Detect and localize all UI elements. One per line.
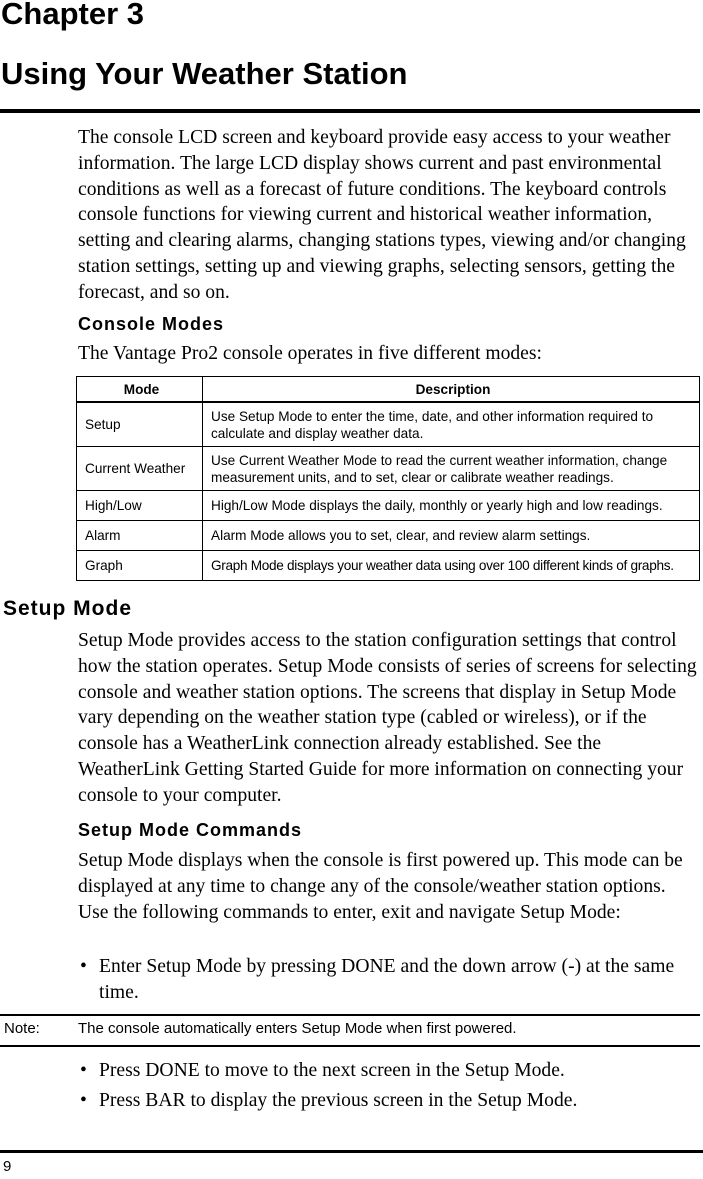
bullet-marker: • bbox=[80, 1090, 87, 1111]
title-rule bbox=[0, 109, 700, 113]
mode-cell: Setup bbox=[77, 402, 203, 447]
mode-cell: Alarm bbox=[77, 521, 203, 551]
mode-cell: High/Low bbox=[77, 491, 203, 521]
mode-cell: Current Weather bbox=[77, 447, 203, 491]
table-row bbox=[77, 551, 700, 581]
bullet-text: Press DONE to move to the next screen in the Setup Mode. bbox=[99, 1060, 565, 1081]
page-number: 9 bbox=[3, 1158, 12, 1175]
table-row bbox=[77, 447, 700, 491]
bullet-text: Enter Setup Mode by pressing DONE and the down arrow (-) at the same time. bbox=[99, 956, 675, 1003]
note-top-rule bbox=[0, 1014, 700, 1016]
note-bottom-rule bbox=[0, 1045, 700, 1047]
bullet-enter-setup bbox=[78, 954, 698, 1006]
table-row bbox=[77, 491, 700, 521]
bullet-text: Press BAR to display the previous screen in the Setup Mode. bbox=[99, 1090, 578, 1111]
description-cell: Graph Mode displays your weather data using over 100 different kinds of graphs. bbox=[203, 551, 700, 581]
description-cell: High/Low Mode displays the daily, monthly or yearly high and low readings. bbox=[203, 491, 700, 521]
bullet-marker: • bbox=[80, 1060, 87, 1081]
bullet-done bbox=[78, 1058, 698, 1084]
bullet-marker: • bbox=[80, 956, 87, 977]
note-label: Note: bbox=[4, 1020, 40, 1037]
intro-paragraph: The console LCD screen and keyboard provide easy access to your weather information. The large LCD display shows current and past environmental conditions as well as a forecast of future conditions. The keyboard controls console functions for viewing current and historical weather information, setting and clearing alarms, changing stations types, viewing and/or changing station settings, setting up and viewing graphs, selecting sensors, getting the forecast, and so on. bbox=[78, 127, 686, 303]
description-cell: Alarm Mode allows you to set, clear, and review alarm settings. bbox=[203, 521, 700, 551]
setup-commands-paragraph: Setup Mode displays when the console is first powered up. This mode can be displayed at any time to change any of the console/weather station options. Use the following commands to enter, exit and navigate Setup Mode: bbox=[78, 850, 683, 923]
table-row bbox=[77, 402, 700, 447]
mode-column-header: Mode bbox=[77, 377, 203, 403]
description-cell: Use Setup Mode to enter the time, date, and other information required to calculate and display weather data. bbox=[203, 402, 700, 447]
note bbox=[4, 1019, 694, 1039]
setup-mode-paragraph: Setup Mode provides access to the station configuration settings that control how the station operates. Setup Mode consists of series of screens for selecting console and weather station options. The screens that display in Setup Mode vary depending on the weather station type (cabled or wireless), or if the console has a WeatherLink connection already established. See the WeatherLink Getting Started Guide for more information on connecting your console to your computer. bbox=[78, 630, 697, 806]
console-modes-lead: The Vantage Pro2 console operates in five different modes: bbox=[78, 343, 542, 364]
note-text: The console automatically enters Setup Mode when first powered. bbox=[78, 1020, 517, 1037]
description-cell: Use Current Weather Mode to read the current weather information, change measurement units, and to set, clear or calibrate weather readings. bbox=[203, 447, 700, 491]
chapter-label: Chapter 3 bbox=[1, 0, 144, 31]
mode-cell: Graph bbox=[77, 551, 203, 581]
setup-mode-heading: Setup Mode bbox=[3, 597, 132, 620]
table-header-row bbox=[77, 377, 700, 403]
chapter-title: Using Your Weather Station bbox=[1, 56, 408, 91]
console-modes-heading: Console Modes bbox=[78, 314, 225, 334]
description-column-header: Description bbox=[203, 377, 700, 403]
modes-table bbox=[76, 376, 700, 581]
footer-rule bbox=[0, 1150, 703, 1153]
bullet-bar bbox=[78, 1088, 698, 1114]
setup-commands-heading: Setup Mode Commands bbox=[78, 820, 303, 840]
table-row bbox=[77, 521, 700, 551]
